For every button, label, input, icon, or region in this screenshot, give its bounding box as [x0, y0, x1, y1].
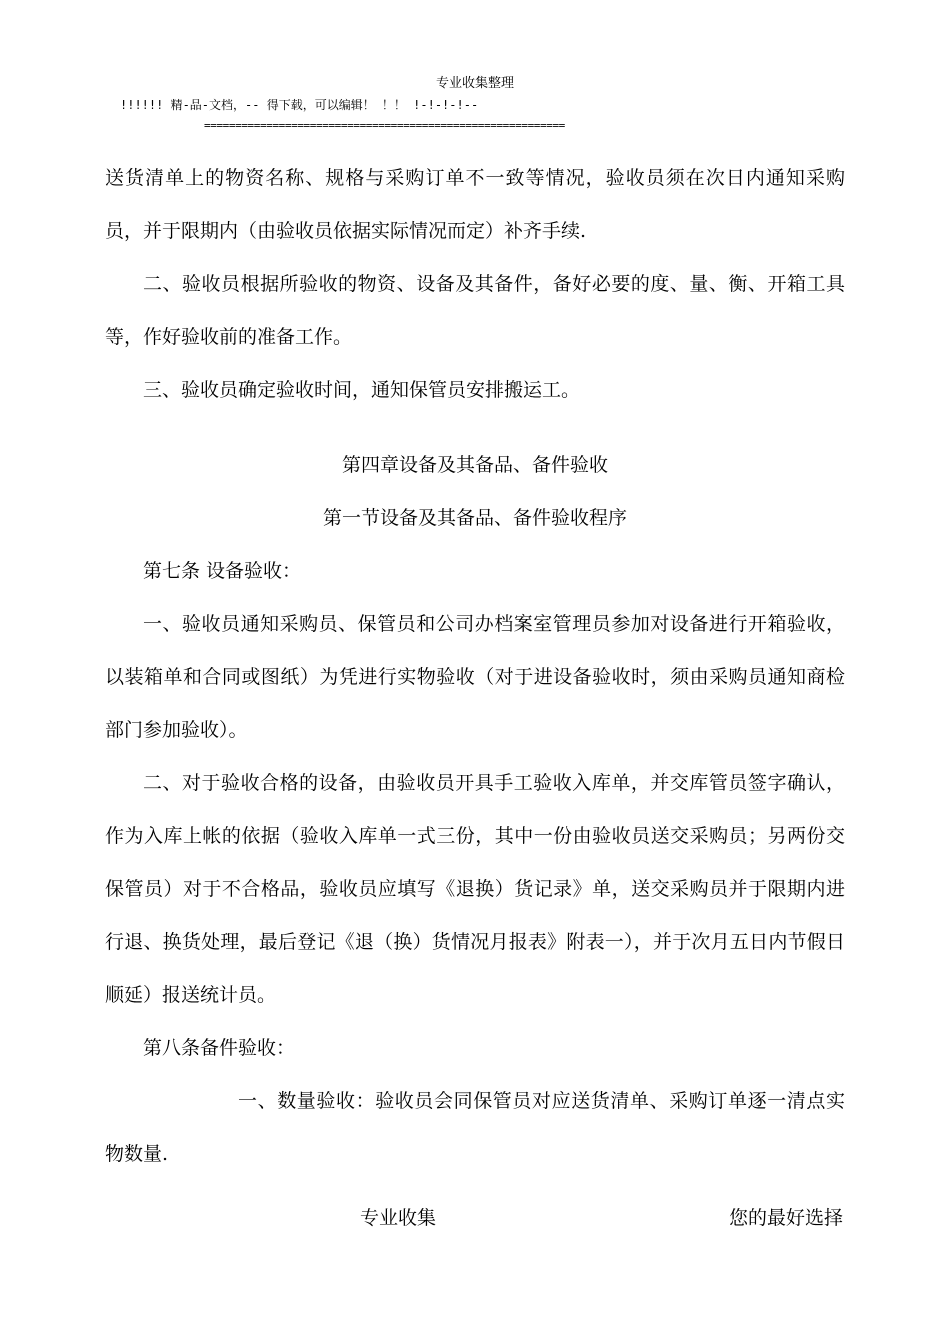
header-rule: ==========================================================	[204, 119, 565, 132]
paragraph-schedule: 三、验收员确定验收时间，通知保管员安排搬运工。	[143, 379, 581, 401]
paragraph-continuation: 送货清单上的物资名称、规格与采购订单不一致等情况，验收员须在次日内通知采购员，并于限期内（由验收员依据实际情况而定）补齐手续.	[105, 167, 845, 242]
header-title: 专业收集整理	[435, 76, 514, 91]
header-subtitle: !!!!!! 精-品-文档，-- 得下载，可以编辑！ ！！ !-!-!-!--	[120, 98, 479, 112]
chapter-title: 第四章设备及其备品、备件验收	[341, 454, 608, 476]
paragraph-quantity-inspection: 一、数量验收：验收员会同保管员对应送货清单、采购订单逐一清点实物数量.	[105, 1090, 845, 1165]
article-eight-heading: 第八条备件验收：	[143, 1037, 296, 1059]
paragraph-preparation: 二、验收员根据所验收的物资、设备及其备件，备好必要的度、量、衡、开箱工具等，作好验收前的准备工作。	[105, 273, 845, 348]
paragraph-equipment-inspection: 一、验收员通知采购员、保管员和公司办档案室管理员参加对设备进行开箱验收，以装箱单和合同或图纸）为凭进行实物验收（对于进设备验收时，须由采购员通知商检部门参加验收）。	[105, 613, 845, 741]
footer-left-text: 专业收集	[360, 1207, 437, 1229]
article-seven-heading: 第七条 设备验收：	[143, 560, 302, 582]
document-body	[105, 152, 845, 1181]
section-title: 第一节设备及其备品、备件验收程序	[322, 507, 627, 529]
footer-right-text: 您的最好选择	[728, 1207, 843, 1229]
paragraph-qualified-equipment: 二、对于验收合格的设备，由验收员开具手工验收入库单，并交库管员签字确认，作为入库上帐的依据（验收入库单一式三份，其中一份由验收员送交采购员；另两份交保管员）对于不合格品，验收员应填写《退换）货记录》单，送交采购员并于限期内进行退、换货处理，最后登记《退（换）货情况月报表》附表一），并于次月五日内节假日顺延）报送统计员。	[105, 772, 845, 1006]
